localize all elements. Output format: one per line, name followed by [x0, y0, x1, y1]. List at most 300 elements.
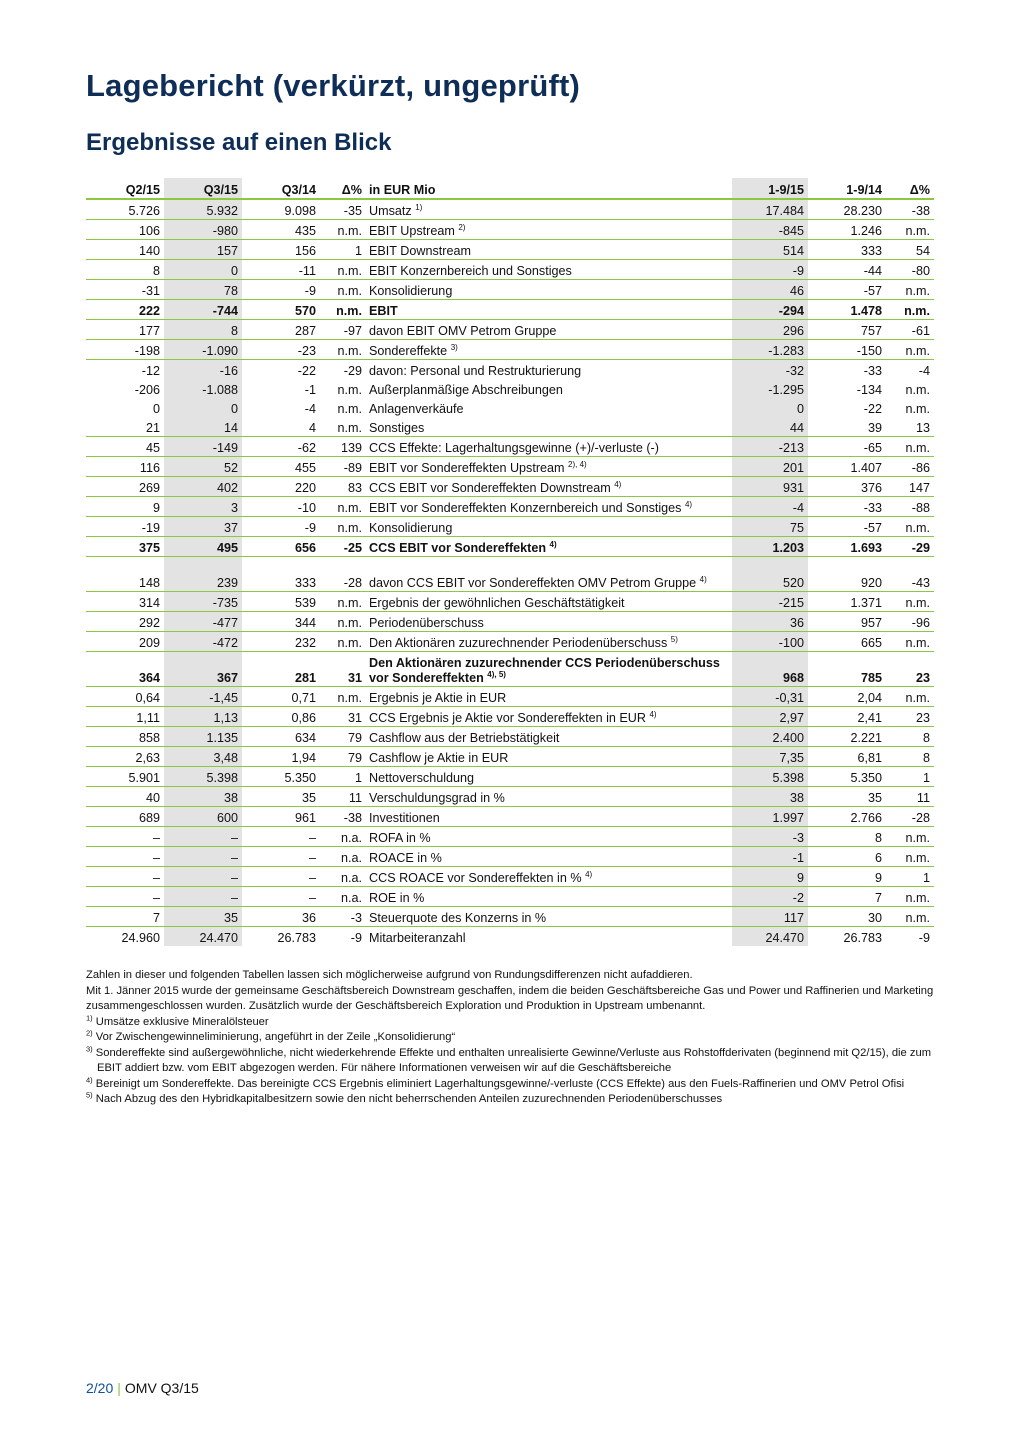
delta-9m-cell: n.m. [886, 300, 934, 320]
q2-15-cell: 177 [86, 320, 164, 340]
table-row [86, 907, 934, 927]
table-row [86, 379, 934, 398]
delta-9m-cell: 54 [886, 240, 934, 260]
row-label-text: Investitionen [369, 811, 440, 825]
section-subtitle: Ergebnisse auf einen Blick [86, 129, 392, 156]
delta-quarter-cell: 79 [320, 727, 366, 747]
row-label-text: davon CCS EBIT vor Sondereffekten OMV Petrom Gruppe [369, 576, 697, 590]
row-label [366, 867, 732, 887]
q2-15-cell: 269 [86, 477, 164, 497]
table-row [86, 497, 934, 517]
row-label-text: Steuerquote des Konzerns in % [369, 911, 547, 925]
table-row [86, 398, 934, 417]
page-title: Lagebericht (verkürzt, ungeprüft) [86, 68, 581, 103]
footnote-ref: 1) [415, 202, 423, 212]
9m-14-cell: -22 [863, 402, 882, 416]
q2-15-cell: – [86, 867, 164, 887]
9m-15-cell: -845 [732, 220, 808, 240]
q2-15-cell: 1,11 [86, 707, 164, 727]
table-row [86, 517, 934, 537]
footnote-text: Nach Abzug des den Hybridkapitalbesitzern sowie den nicht beherrschenden Anteilen zuzurechnenden Periodenüberschusses [95, 1093, 723, 1105]
table-row [86, 652, 934, 687]
delta-9m-cell: -86 [886, 457, 934, 477]
q3-14-cell: 35 [242, 787, 320, 807]
delta-9m-cell: n.m. [886, 280, 934, 300]
delta-9m-cell: -28 [886, 807, 934, 827]
q2-15-cell: 148 [86, 557, 164, 592]
q3-15-cell: 52 [164, 457, 242, 477]
q2-15-cell: – [86, 847, 164, 867]
footnote-mark: 2) [86, 1028, 93, 1038]
table-row [86, 457, 934, 477]
q2-15-cell: 5.726 [86, 199, 164, 220]
delta-quarter-cell: 79 [320, 747, 366, 767]
q3-14-cell: 455 [242, 457, 320, 477]
9m-15-cell: 117 [732, 907, 808, 927]
q2-15-cell: 364 [86, 652, 164, 687]
q3-14-cell: 4 [242, 417, 320, 437]
q3-14-cell: – [242, 867, 320, 887]
delta-quarter-cell: -3 [320, 907, 366, 927]
row-label [366, 907, 732, 927]
row-label [366, 592, 732, 612]
row-label-text: ROE in % [369, 891, 425, 905]
q2-15-cell: 314 [86, 592, 164, 612]
delta-9m-cell: n.m. [886, 437, 934, 457]
9m-15-cell: 46 [732, 280, 808, 300]
row-label-text: EBIT Downstream [369, 244, 471, 258]
table-row [86, 437, 934, 457]
table-row [86, 557, 934, 592]
footnote-ref: 4) [699, 574, 707, 584]
delta-quarter-cell: n.m. [320, 687, 366, 707]
delta-9m-cell: -80 [886, 260, 934, 280]
row-label [366, 300, 732, 320]
delta-quarter-cell: 31 [320, 707, 366, 727]
9m-14-cell: 2.221 [808, 727, 886, 747]
9m-14-cell: 6 [808, 847, 886, 867]
9m-14-cell: 957 [808, 612, 886, 632]
table-row [86, 340, 934, 360]
delta-quarter-cell: 1 [320, 767, 366, 787]
q3-14-cell: 1,94 [242, 747, 320, 767]
row-label-text: ROACE in % [369, 851, 442, 865]
q3-14-cell: 9.098 [242, 199, 320, 220]
q3-14-cell: 656 [242, 537, 320, 557]
9m-15-cell: 931 [732, 477, 808, 497]
delta-quarter-cell: 139 [320, 437, 366, 457]
row-label-text: davon: Personal und Restrukturierung [369, 364, 582, 378]
row-label [366, 497, 732, 517]
q3-14-cell: -9 [242, 517, 320, 537]
q3-14-cell: – [242, 827, 320, 847]
delta-quarter-cell: n.m. [320, 632, 366, 652]
9m-14-cell: 1.246 [808, 220, 886, 240]
delta-quarter-cell: n.m. [320, 592, 366, 612]
9m-15-cell: 201 [732, 457, 808, 477]
q3-15-cell: 38 [164, 787, 242, 807]
row-label-text: EBIT Upstream [369, 224, 455, 238]
q3-15-cell: -735 [164, 592, 242, 612]
q3-15-cell: -477 [164, 612, 242, 632]
delta-quarter-cell: n.m. [320, 220, 366, 240]
9m-14-cell: 1.407 [808, 457, 886, 477]
row-label [366, 280, 732, 300]
q3-15-cell: 402 [164, 477, 242, 497]
9m-15-cell: 7,35 [732, 747, 808, 767]
q3-15-cell: 5.932 [164, 199, 242, 220]
9m-14-cell: 1.693 [808, 537, 886, 557]
q3-14-cell: 156 [242, 240, 320, 260]
delta-9m-cell: n.m. [886, 907, 934, 927]
row-label [366, 727, 732, 747]
9m-15-cell: 1.997 [732, 807, 808, 827]
q2-15-cell: -12 [141, 364, 160, 378]
row-label [366, 632, 732, 652]
table-row [86, 300, 934, 320]
delta-9m-cell: 8 [886, 727, 934, 747]
q3-15-cell: – [164, 827, 242, 847]
footnote-text: Sondereffekte sind außergewöhnliche, nicht wiederkehrende Effekte und enthalten unrealisierte Gewinne/Verluste aus Rohstoffderivaten (beginnend mit Q2/15), die zum EBIT addiert bzw. vom EBIT abgezogen werden. Für nähere Informationen verweisen wir auf die Geschäftsbereiche [95, 1046, 932, 1074]
delta-quarter-cell: n.m. [320, 417, 366, 437]
row-label [366, 340, 732, 360]
delta-quarter-cell: -28 [320, 557, 366, 592]
q3-14-cell: 333 [242, 557, 320, 592]
9m-14-cell: -57 [808, 517, 886, 537]
table-row [86, 220, 934, 240]
q2-15-cell: 106 [86, 220, 164, 240]
footnote-ref: 4) [649, 709, 657, 719]
9m-15-cell: 44 [732, 417, 808, 437]
table-row [86, 747, 934, 767]
header-q2-15: Q2/15 [86, 178, 164, 199]
9m-14-cell: 785 [808, 652, 886, 687]
q3-14-cell: -9 [242, 280, 320, 300]
9m-14-cell: -57 [808, 280, 886, 300]
9m-15-cell: 9 [732, 867, 808, 887]
row-label [366, 767, 732, 787]
delta-9m-cell: -88 [886, 497, 934, 517]
row-label [366, 517, 732, 537]
q3-14-cell: 634 [242, 727, 320, 747]
delta-quarter-cell: -89 [320, 457, 366, 477]
row-label [366, 707, 732, 727]
q3-15-cell: -16 [164, 360, 242, 380]
q3-15-cell: 14 [164, 417, 242, 437]
q3-15-cell: 495 [164, 537, 242, 557]
delta-9m-cell: -29 [886, 537, 934, 557]
table-row [86, 477, 934, 497]
delta-quarter-cell: 11 [320, 787, 366, 807]
delta-9m-cell: -43 [886, 557, 934, 592]
table-row [86, 240, 934, 260]
9m-15-cell: 520 [732, 557, 808, 592]
9m-14-cell: -150 [808, 340, 886, 360]
9m-14-cell: -33 [863, 364, 882, 378]
q3-15-cell: – [164, 887, 242, 907]
table-row [86, 727, 934, 747]
q2-15-cell: 140 [86, 240, 164, 260]
footnote-ref: 4) [549, 539, 557, 549]
row-label [366, 240, 732, 260]
delta-quarter-cell: n.m. [337, 402, 362, 416]
q2-15-cell: 5.901 [86, 767, 164, 787]
row-label-text: Cashflow je Aktie in EUR [369, 751, 509, 765]
9m-15-cell: 24.470 [732, 927, 808, 947]
row-label [366, 887, 732, 907]
row-label [366, 747, 732, 767]
delta-9m-cell: n.m. [886, 220, 934, 240]
row-label [366, 557, 732, 592]
row-label [366, 687, 732, 707]
footnote-ref: 4), 5) [487, 669, 506, 679]
table-row [86, 417, 934, 437]
9m-15-cell: -1.283 [732, 340, 808, 360]
q2-15-cell: 45 [86, 437, 164, 457]
q2-15-cell: – [86, 827, 164, 847]
9m-15-cell: 75 [732, 517, 808, 537]
footnote-text: Bereinigt um Sondereffekte. Das bereinigte CCS Ergebnis eliminiert Lagerhaltungsgewinne/-verluste (CCS Effekte) aus den Fuels-Raffinerien und OMV Petrol Ofisi [95, 1077, 905, 1090]
delta-quarter-cell: n.a. [320, 847, 366, 867]
9m-15-cell: 38 [732, 787, 808, 807]
9m-15-cell: 17.484 [732, 199, 808, 220]
delta-9m-cell: 147 [886, 477, 934, 497]
q3-14-cell: -11 [242, 260, 320, 280]
row-label-text: Konsolidierung [369, 284, 453, 298]
row-label-text: EBIT [369, 304, 398, 318]
9m-15-cell: -4 [732, 497, 808, 517]
header-unit: in EUR Mio [366, 178, 732, 199]
table-row [86, 887, 934, 907]
q2-15-cell: 0,64 [86, 687, 164, 707]
row-label [366, 652, 732, 687]
table-row [86, 199, 934, 220]
delta-9m-cell: n.m. [886, 887, 934, 907]
row-label [366, 457, 732, 477]
table-row [86, 827, 934, 847]
delta-9m-cell: 1 [886, 867, 934, 887]
q2-15-cell: 8 [86, 260, 164, 280]
row-label [366, 199, 732, 220]
9m-15-cell: -215 [732, 592, 808, 612]
delta-quarter-cell: n.a. [320, 867, 366, 887]
table-row [86, 787, 934, 807]
header-9m-15: 1-9/15 [732, 178, 808, 199]
header-q3-14: Q3/14 [242, 178, 320, 199]
q2-15-cell: 292 [86, 612, 164, 632]
q3-15-cell: 1,13 [164, 707, 242, 727]
q3-15-cell: 3 [164, 497, 242, 517]
row-label-text: Periodenüberschuss [369, 616, 484, 630]
row-label-text: Mitarbeiteranzahl [369, 931, 466, 945]
row-label-text: Konsolidierung [369, 521, 453, 535]
footnote-text: Vor Zwischengewinneliminierung, angeführt in der Zeile „Konsolidierung“ [95, 1031, 456, 1043]
q3-15-cell: -149 [164, 437, 242, 457]
row-label-text: Verschuldungsgrad in % [369, 791, 505, 805]
q3-14-cell: -62 [242, 437, 320, 457]
q3-15-cell: 367 [164, 652, 242, 687]
delta-9m-cell: -38 [886, 199, 934, 220]
9m-15-cell: 2.400 [732, 727, 808, 747]
header-9m-14: 1-9/14 [808, 178, 886, 199]
q3-14-cell: -10 [242, 497, 320, 517]
q3-14-cell: 961 [242, 807, 320, 827]
9m-14-cell: -134 [856, 383, 882, 397]
9m-14-cell: 6,81 [808, 747, 886, 767]
results-table [86, 178, 934, 946]
9m-15-cell: 1.203 [732, 537, 808, 557]
q3-15-cell: -1,45 [164, 687, 242, 707]
q3-15-cell: 35 [164, 907, 242, 927]
9m-15-cell: 5.398 [732, 767, 808, 787]
q2-15-cell: 858 [86, 727, 164, 747]
9m-14-cell: -33 [808, 497, 886, 517]
table-row [86, 280, 934, 300]
footnote-ref: 4) [585, 869, 593, 879]
q3-15-cell: -472 [164, 632, 242, 652]
row-label [366, 398, 732, 417]
row-label-text: Den Aktionären zuzurechnender CCS Periodenüberschuss vor Sondereffekten [369, 656, 720, 685]
q3-14-cell: 344 [242, 612, 320, 632]
row-label [366, 437, 732, 457]
q2-15-cell: 2,63 [86, 747, 164, 767]
q2-15-cell: 9 [86, 497, 164, 517]
footnote-text: Umsätze exklusive Mineralölsteuer [95, 1015, 269, 1028]
footnote [86, 1074, 936, 1093]
table-row [86, 592, 934, 612]
9m-15-cell: -2 [732, 887, 808, 907]
9m-14-cell: 9 [808, 867, 886, 887]
9m-14-cell: 2.766 [808, 807, 886, 827]
9m-14-cell: 376 [808, 477, 886, 497]
row-label [366, 417, 732, 437]
delta-quarter-cell: -35 [320, 199, 366, 220]
q3-15-cell: 0 [164, 260, 242, 280]
row-label [366, 537, 732, 557]
delta-9m-cell: n.m. [886, 687, 934, 707]
q3-15-cell: -744 [164, 300, 242, 320]
q3-14-cell: 539 [242, 592, 320, 612]
q3-15-cell: – [164, 867, 242, 887]
footer-separator: | [117, 1380, 121, 1396]
delta-quarter-cell: n.m. [320, 300, 366, 320]
9m-14-cell: 8 [808, 827, 886, 847]
delta-quarter-cell: n.m. [320, 612, 366, 632]
q3-14-cell: -1 [304, 383, 316, 397]
delta-quarter-cell: 83 [320, 477, 366, 497]
table-row [86, 807, 934, 827]
q2-15-cell: -206 [134, 383, 160, 397]
footnote [86, 1030, 936, 1046]
9m-15-cell: -100 [732, 632, 808, 652]
header-delta-9m: Δ% [886, 178, 934, 199]
q3-15-cell: -1.090 [164, 340, 242, 360]
9m-14-cell: 920 [808, 557, 886, 592]
table-row [86, 360, 934, 380]
delta-quarter-cell: -29 [343, 364, 362, 378]
9m-15-cell: -32 [732, 360, 808, 380]
footnote-ref: 2), 4) [568, 459, 587, 469]
table-row [86, 632, 934, 652]
q3-14-cell: 287 [242, 320, 320, 340]
q3-14-cell: -4 [304, 402, 316, 416]
delta-9m-cell: n.m. [886, 340, 934, 360]
q3-15-cell: 1.135 [164, 727, 242, 747]
delta-quarter-cell: -97 [320, 320, 366, 340]
row-label-text: Ergebnis der gewöhnlichen Geschäftstätigkeit [369, 596, 625, 610]
q2-15-cell: -198 [86, 340, 164, 360]
table-header-row [86, 178, 934, 199]
footnote-list [86, 1012, 936, 1108]
row-label [366, 847, 732, 867]
delta-9m-cell: 11 [886, 787, 934, 807]
9m-14-cell: 1.371 [808, 592, 886, 612]
table-row [86, 927, 934, 947]
row-label [366, 260, 732, 280]
row-label-text: CCS Effekte: Lagerhaltungsgewinne (+)/-verluste (-) [369, 441, 659, 455]
table-row [86, 537, 934, 557]
q3-15-cell: -1.088 [164, 379, 242, 398]
footnote-mark: 4) [86, 1074, 93, 1084]
delta-quarter-cell: n.m. [320, 280, 366, 300]
9m-14-cell: -44 [808, 260, 886, 280]
q2-15-cell: 7 [86, 907, 164, 927]
9m-15-cell: -1 [732, 847, 808, 867]
footnote [86, 1012, 936, 1031]
9m-15-cell: -0,31 [732, 687, 808, 707]
page-number: 2/20 [86, 1380, 114, 1396]
q3-15-cell: 0 [164, 398, 242, 417]
row-label-text: Den Aktionären zuzurechnender Periodenüberschuss [369, 636, 668, 650]
9m-14-cell: 2,41 [808, 707, 886, 727]
q3-15-cell: -980 [164, 220, 242, 240]
delta-quarter-cell: n.m. [337, 383, 362, 397]
table-row [86, 320, 934, 340]
footnote [86, 1043, 936, 1077]
q2-15-cell: 24.960 [121, 931, 160, 945]
q2-15-cell: 116 [86, 457, 164, 477]
notes [86, 968, 936, 1108]
header-delta-quarter: Δ% [320, 178, 366, 199]
footnote-ref: 2) [458, 222, 466, 232]
table-row [86, 687, 934, 707]
row-label [366, 320, 732, 340]
row-label [366, 927, 732, 947]
delta-9m-cell: n.m. [886, 847, 934, 867]
9m-15-cell: 296 [732, 320, 808, 340]
row-label-text: davon EBIT OMV Petrom Gruppe [369, 324, 557, 338]
9m-15-cell: 2,97 [732, 707, 808, 727]
delta-quarter-cell: n.m. [320, 497, 366, 517]
q2-15-cell: -31 [86, 280, 164, 300]
q3-14-cell: 36 [242, 907, 320, 927]
row-label-text: Umsatz [369, 204, 412, 218]
q2-15-cell: – [86, 887, 164, 907]
delta-quarter-cell: -9 [350, 931, 362, 945]
table-row [86, 260, 934, 280]
q3-15-cell: 8 [164, 320, 242, 340]
footnote [86, 1092, 936, 1108]
9m-14-cell: 26.783 [843, 931, 882, 945]
q3-15-cell: 24.470 [164, 927, 242, 947]
row-label [366, 379, 732, 398]
row-label [366, 807, 732, 827]
delta-9m-cell: n.m. [905, 402, 930, 416]
row-label-text: CCS EBIT vor Sondereffekten Downstream [369, 481, 611, 495]
9m-15-cell: -294 [732, 300, 808, 320]
delta-9m-cell: n.m. [886, 592, 934, 612]
9m-14-cell: 2,04 [808, 687, 886, 707]
